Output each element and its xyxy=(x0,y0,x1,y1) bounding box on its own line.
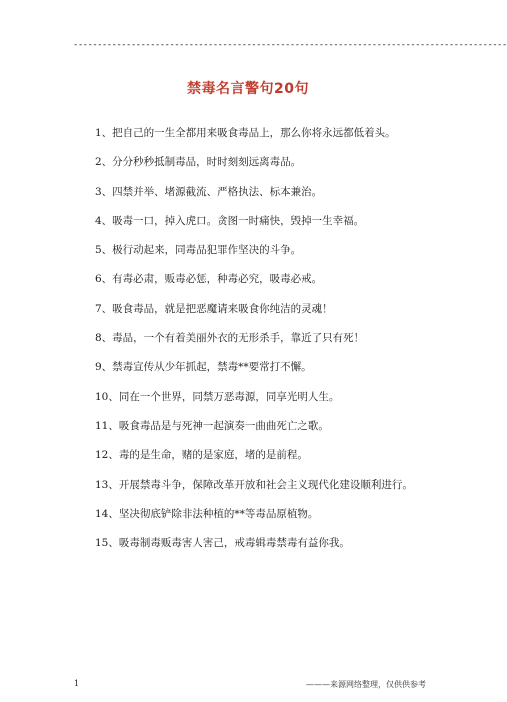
source-note: ———来源网络整理，仅供供参考 xyxy=(306,680,426,689)
quote-item: 6、有毒必肃，贩毒必惩，种毒必究，吸毒必戒。 xyxy=(95,273,323,286)
quote-item: 13、开展禁毒斗争，保障改革开放和社会主义现代化建设顺利进行。 xyxy=(95,478,413,491)
quote-item: 9、禁毒宣传从少年抓起，禁毒**要常打不懈。 xyxy=(95,361,312,374)
quote-item: 8、毒品，一个有着美丽外衣的无形杀手，靠近了只有死！ xyxy=(95,332,365,345)
quote-item: 12、毒的是生命，赌的是家庭，堵的是前程。 xyxy=(95,449,308,462)
page-number: 1 xyxy=(74,679,80,688)
quote-item: 2、分分秒秒抵制毒品，时时刻刻远离毒品。 xyxy=(95,156,302,169)
quote-item: 1、把自己的一生全都用来吸食毒品上，那么你将永远都低着头。 xyxy=(95,127,396,139)
quote-item: 15、吸毒制毒贩毒害人害己，戒毒辑毒禁毒有益你我。 xyxy=(95,537,350,550)
quote-item: 14、坚决彻底铲除非法种植的**等毒品原植物。 xyxy=(95,507,319,520)
page-title: 禁毒名言警句20句 xyxy=(187,81,309,97)
quote-item: 5、极行动起来，同毒品犯罪作坚决的斗争。 xyxy=(95,244,302,257)
quote-item: 11、吸食毒品是与死神一起演奏一曲曲死亡之歌。 xyxy=(95,419,329,432)
quote-item: 7、吸食毒品，就是把恶魔请来吸食你纯洁的灵魂！ xyxy=(95,302,333,315)
quote-item: 10、同在一个世界，同禁万恶毒源，同享光明人生。 xyxy=(95,390,340,403)
header-rule: ------------------------------------------------------------------------------------------ xyxy=(73,40,507,50)
quote-item: 3、四禁并举、堵源截流、严格执法、标本兼治。 xyxy=(95,185,323,198)
quote-item: 4、吸毒一口，掉入虎口。贪图一时痛快，毁掉一生幸福。 xyxy=(95,214,365,227)
quote-list xyxy=(74,119,426,558)
